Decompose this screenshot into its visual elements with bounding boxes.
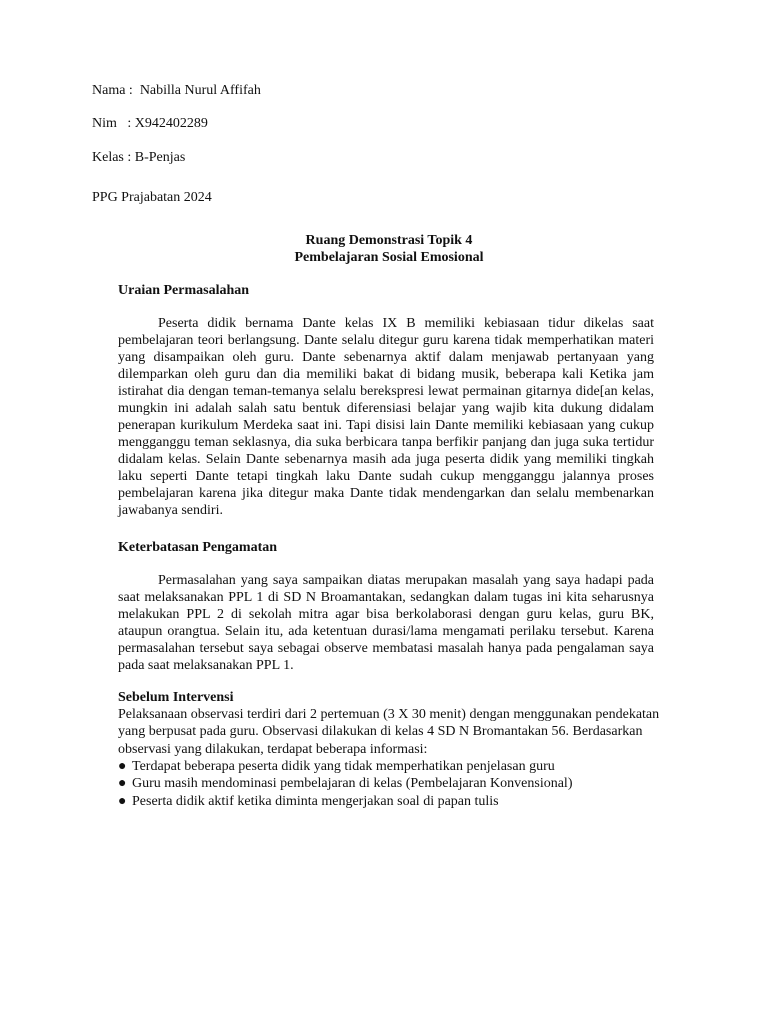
section-heading-sebelum: Sebelum Intervensi <box>118 690 234 705</box>
section-body-uraian: Peserta didik bernama Dante kelas IX B memiliki kebiasaan tidur dikelas saat pembelajaran teori berlangsung. Dante selalu ditegur guru karena tidak memperhatikan materi yang disampaikan oleh guru. Dante sebenarnya aktif dalam menjawab pertanyaan yang dilemparkan oleh guru dan dia memiliki bakat di bidang musik, beberapa kali Ketika jam istirahat dia dengan teman-temanya selalu berekspresi lewat permainan gitarnya dide[an kelas, mungkin ini adalah salah satu bentuk diferensiasi belajar yang wajib kita dukung didalam penerapan kurikulum Merdeka saat ini. Tapi disisi lain Dante memiliki kebiasaan yang cukup mengganggu teman seklasnya, dia suka berbicara tanpa berfikir panjang dan juga suka tertidur didalam kelas. Selain Dante sebenarnya masih ada juga peserta didik yang memiliki tingkah laku seperti Dante tetapi tingkah laku Dante sudah cukup mengganggu jalannya proses pembelajaran karena jika ditegur maka Dante tidak mendengarkan dan selalu membenarkan jawabanya sendiri. <box>118 316 654 518</box>
student-class-line: Kelas : B-Penjas <box>92 150 186 165</box>
section-heading-uraian: Uraian Permasalahan <box>118 283 250 298</box>
bullet-icon: ● <box>118 793 127 809</box>
program-line: PPG Prajabatan 2024 <box>92 190 212 205</box>
list-item-text: Terdapat beberapa peserta didik yang tidak memperhatikan penjelasan guru <box>132 759 555 774</box>
list-item-text: Guru masih mendominasi pembelajaran di kelas (Pembelajaran Konvensional) <box>132 776 573 792</box>
document-subtitle: Pembelajaran Sosial Emosional <box>294 250 484 265</box>
observation-list <box>118 758 678 810</box>
student-nim-line: Nim : X942402289 <box>92 116 208 131</box>
list-item <box>118 775 678 792</box>
list-item <box>118 758 678 775</box>
section-body-sebelum: Pelaksanaan observasi terdiri dari 2 pertemuan (3 X 30 menit) dengan menggunakan pendekatan yang berpusat pada guru. Observasi dilakukan di kelas 4 SD N Bromantakan 56. Berdasarkan observasi yang dilakukan, terdapat beberapa informasi: <box>118 707 660 757</box>
section-heading-keterbatasan: Keterbatasan Pengamatan <box>118 540 278 555</box>
bullet-icon: ● <box>118 776 127 792</box>
section-body-keterbatasan: Permasalahan yang saya sampaikan diatas merupakan masalah yang saya hadapi pada saat melaksanakan PPL 1 di SD N Broamantakan, sedangkan dalam tugas ini kita seharusnya melakukan PPL 2 di sekolah mitra agar bisa berkolaborasi dengan guru kelas, guru BK, ataupun orangtua. Selain itu, ada ketentuan durasi/lama mengamati perilaku tersebut. Karena permasalahan tersebut saya sebagai observe membatasi masalah hanya pada pengalaman saya pada saat melaksanakan PPL 1. <box>118 573 654 673</box>
list-item-text: Peserta didik aktif ketika diminta mengerjakan soal di papan tulis <box>132 793 499 809</box>
list-item <box>118 793 678 810</box>
document-title: Ruang Demonstrasi Topik 4 <box>305 233 473 248</box>
student-name-line: Nama : Nabilla Nurul Affifah <box>92 83 261 98</box>
bullet-icon: ● <box>118 759 127 774</box>
